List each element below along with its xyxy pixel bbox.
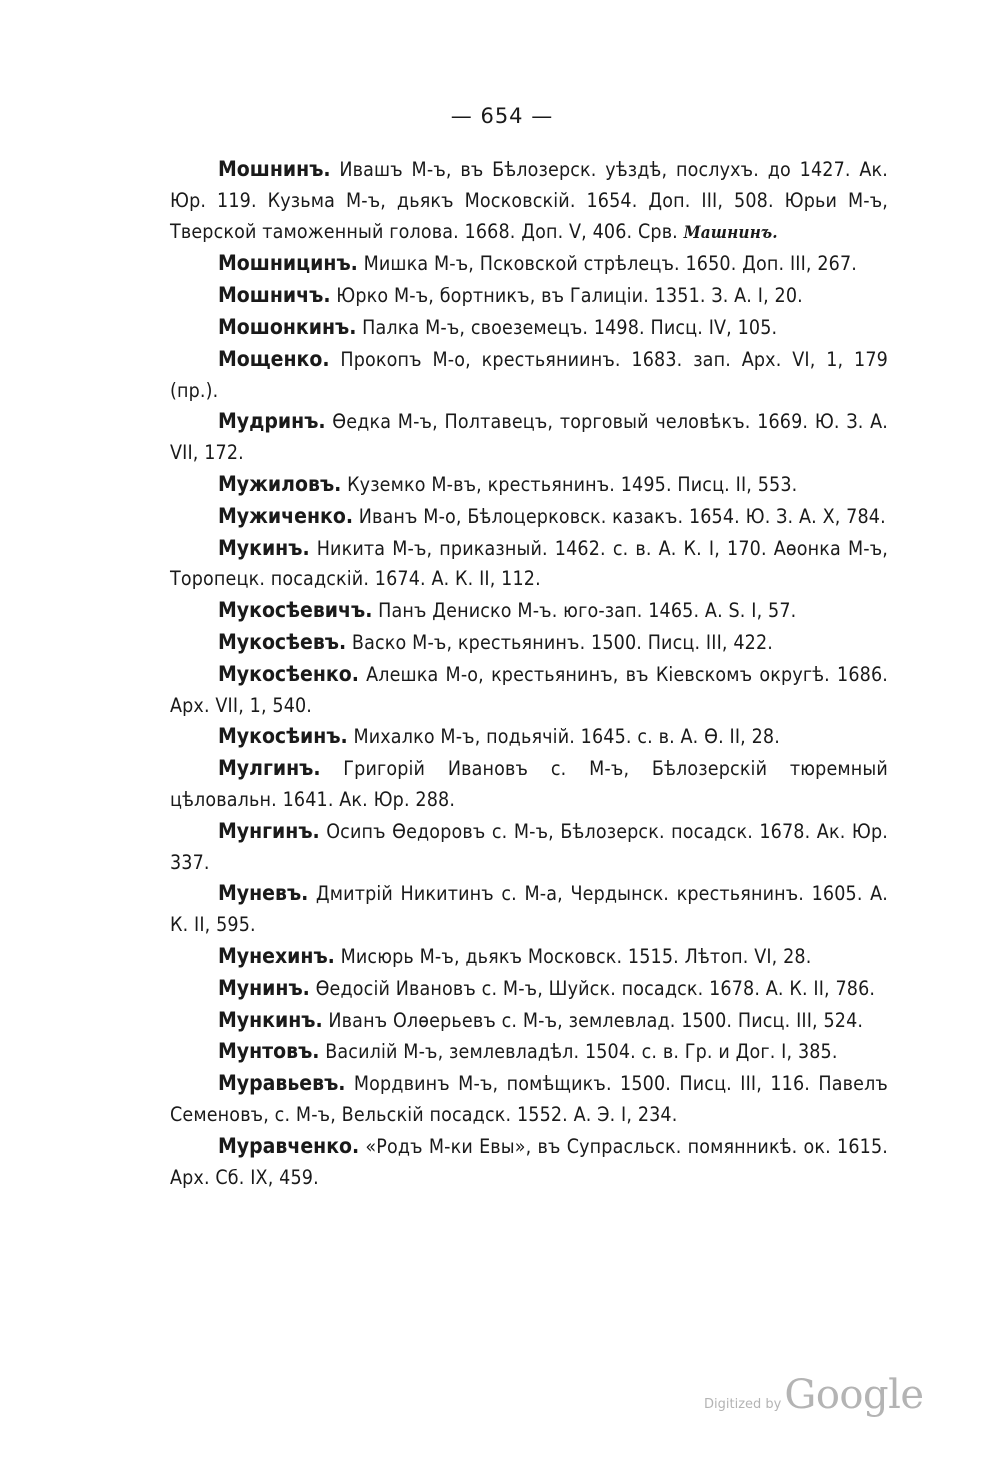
dictionary-entry [170,1005,888,1037]
entry-text: Иванъ М-о, Бѣлоцерковск. казакъ. 1654. Ю. З. А. X, 784. [358,504,886,528]
entry-surname: Мошницинъ. [218,251,358,276]
entry-surname: Мошничъ. [218,283,331,308]
page-number: — 654 — [450,104,554,128]
entry-cross-reference: Машнинъ. [683,222,778,243]
dictionary-entry [170,816,888,879]
dictionary-entry [170,154,888,248]
dictionary-entry [170,312,888,344]
dictionary-entry [170,344,888,407]
dictionary-entry [170,941,888,973]
entry-text: Ѳедка М-ъ, Полтавецъ, торговый человѣкъ. 1669. Ю. З. А. VII, 172. [170,410,888,465]
dictionary-entry [170,501,888,533]
entry-text: Васко М-ъ, крестьянинъ. 1500. Писц. III, 422. [351,630,773,654]
entry-surname: Мулгинъ. [218,756,321,781]
dictionary-entry [170,659,888,722]
dictionary-entry [170,1068,888,1131]
entry-surname: Мукосѣинъ. [218,724,348,749]
entry-surname: Мунехинъ. [218,943,335,968]
entry-text: Мордвинъ М-ъ, помѣщикъ. 1500. Писц. III, 116. Павелъ Семеновъ, с. М-ъ, Вельскій посадск. 1552. А. Э. I, 234. [170,1072,888,1126]
dictionary-entry [170,627,888,659]
dictionary-entry [170,406,888,469]
entry-surname: Муравьевъ. [218,1071,346,1096]
entry-surname: Мунинъ. [218,975,310,1000]
entry-surname: Мукосѣевъ. [218,629,347,654]
entry-surname: Мунгинъ. [218,818,320,843]
google-logo: Google [784,1372,924,1418]
entry-text: Ѳедосій Ивановъ с. М-ъ, Шуйск. посадск. 1678. А. К. II, 786. [315,976,876,1000]
dictionary-entry [170,469,888,501]
dictionary-entry [170,595,888,627]
entry-surname: Мункинъ. [218,1007,323,1032]
entry-surname: Мошнинъ. [218,157,331,181]
entry-text: Куземко М-въ, крестьянинъ. 1495. Писц. II, 553. [347,472,798,496]
dictionary-entry [170,878,888,941]
entry-text: Дмитрій Никитинъ с. М-а, Чердынск. крестьянинъ. 1605. А. К. II, 595. [170,882,888,937]
entry-surname: Мунтовъ. [218,1039,320,1064]
entries-list [170,154,888,1193]
entry-text: Юрко М-ъ, бортникъ, въ Галиціи. 1351. З. А. I, 20. [336,284,803,308]
entry-text: Прокопъ М-о, крестьяниинъ. 1683. зап. Арх. VI, 1, 179 (пр.). [170,347,888,402]
entry-surname: Мужиченко. [218,503,353,528]
entry-text: Мисюрь М-ъ, дьякъ Московск. 1515. Лѣтоп. VI, 28. [340,944,812,968]
entry-surname: Мудринъ. [218,409,326,434]
entry-text: Алешка М-о, крестьянинъ, въ Кіевскомъ округѣ. 1686. Арх. VII, 1, 540. [170,662,888,717]
entry-surname: Мукинъ. [218,535,310,560]
entry-surname: Мукосѣенко. [218,661,359,686]
entry-surname: Муравченко. [218,1133,360,1158]
entry-text: Никита М-ъ, приказный. 1462. с. в. А. К. I, 170. Аѳонка М-ъ, Торопецк. посадскій. 1674. А. К. II, 112. [170,536,888,591]
dictionary-entry [170,248,888,280]
dictionary-entry [170,973,888,1005]
dictionary-entry [170,1036,888,1068]
entry-surname: Мощенко. [218,346,330,371]
dictionary-entry [170,280,888,312]
entry-text: Иванъ Олѳерьевъ с. М-ъ, землевлад. 1500. Писц. III, 524. [328,1008,864,1032]
entry-text: Палка М-ъ, своеземецъ. 1498. Писц. IV, 105. [362,315,778,339]
dictionary-entry [170,533,888,596]
entry-surname: Мужиловъ. [218,471,342,496]
entry-text: Осипъ Ѳедоровъ с. М-ъ, Бѣлозерск. посадск. 1678. Ак. Юр. 337. [170,819,888,874]
watermark-prefix: Digitized by [704,1397,782,1412]
entry-text: Григорій Ивановъ с. М-ъ, Бѣлозерскій тюремный цѣловальн. 1641. Ак. Юр. 288. [170,757,888,811]
entry-text: Ивашъ М-ъ, въ Бѣлозерск. уѣздѣ, послухъ. до 1427. Ак. Юр. 119. Кузьма М-ъ, дьякъ Московскій. 1654. Доп. III, 508. Юрьи М-ъ, Тверской таможенный голова. 1668. Доп. V, 406. Срв. [170,158,888,243]
entry-surname: Муневъ. [218,881,309,906]
dictionary-entry [170,721,888,753]
dictionary-entry [170,1131,888,1194]
entry-text: Мишка М-ъ, Псковской стрѣлецъ. 1650. Доп. III, 267. [363,252,857,276]
entry-text: Михалко М-ъ, подьячій. 1645. с. в. А. Ѳ. II, 28. [353,725,780,749]
entry-text: Панъ Дениско М-ъ. юго-зап. 1465. А. S. I, 57. [378,599,797,623]
digitized-by-google-watermark [704,1372,924,1418]
entry-surname: Мукосѣевичъ. [218,598,373,623]
dictionary-entry [170,753,888,816]
entry-text: Василій М-ъ, землевладѣл. 1504. с. в. Гр. и Дог. I, 385. [325,1040,838,1064]
entry-surname: Мошонкинъ. [218,314,357,339]
entry-text: «Родъ М-ки Евы», въ Супрасльск. помянникѣ. ок. 1615. Арх. Сб. IX, 459. [170,1134,888,1189]
